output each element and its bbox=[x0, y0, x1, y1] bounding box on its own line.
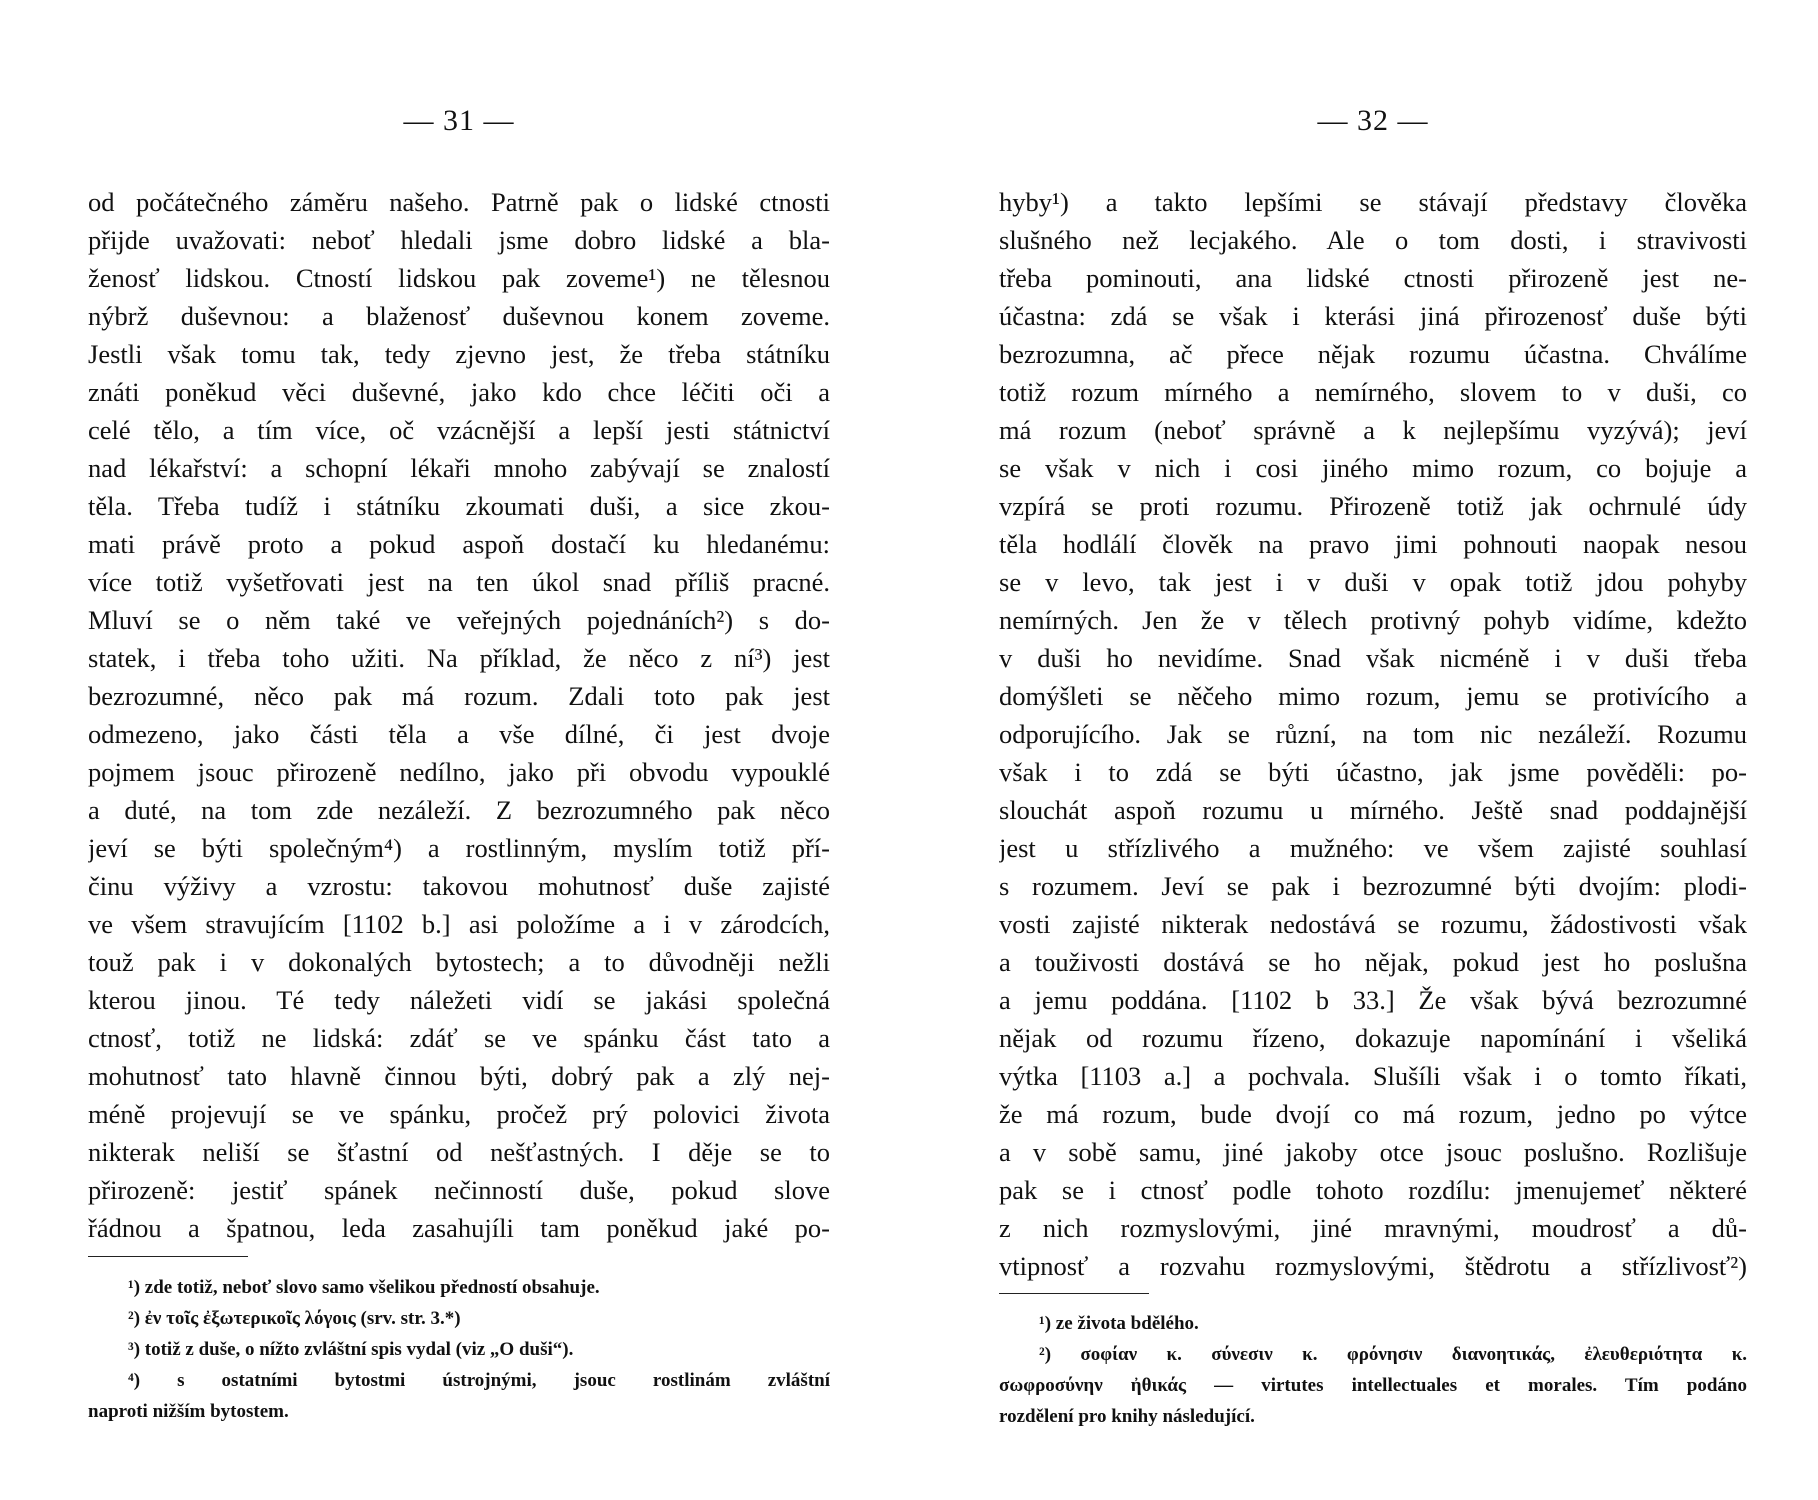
footnote: rozdělení pro knihy následující. bbox=[999, 1406, 1255, 1427]
text-line: bezrozumné, něco pak má rozum. Zdali toto pak jest bbox=[88, 681, 830, 711]
text-line: a duté, na tom zde nezáleží. Z bezrozumného pak něco bbox=[88, 795, 830, 825]
text-line: od počátečného záměru našeho. Patrně pak o lidské ctnosti bbox=[88, 187, 830, 217]
text-line: ženosť lidskou. Ctností lidskou pak zoveme¹) ne tělesnou bbox=[88, 263, 830, 293]
footnote: naproti nižším bytostem. bbox=[88, 1401, 289, 1422]
text-line: se v levo, tak jest i v duši v opak totiž jdou pohyby bbox=[999, 567, 1747, 597]
text-line: a jemu poddána. [1102 b 33.] Že však bývá bezrozumné bbox=[999, 985, 1747, 1015]
text-line: vosti zajisté nikterak nedostává se rozumu, žádostivosti však bbox=[999, 909, 1747, 939]
text-line: nad lékařství: a schopní lékaři mnoho zabývají se znalostí bbox=[88, 453, 830, 483]
text-line: těla hodlálí člověk na pravo jimi pohnouti naopak nesou bbox=[999, 529, 1747, 559]
body-text bbox=[88, 183, 830, 1247]
text-line: a v sobě samu, jiné jakoby otce jsouc poslušno. Rozlišuje bbox=[999, 1137, 1747, 1167]
text-line: s rozumem. Jeví se pak i bezrozumné býti dvojím: plodi- bbox=[999, 871, 1747, 901]
text-line: v duši ho nevidíme. Snad však nicméně i v duši třeba bbox=[999, 643, 1747, 673]
text-line: se však v nich i cosi jiného mimo rozum, co bojuje a bbox=[999, 453, 1747, 483]
left-page bbox=[88, 0, 830, 1500]
text-line: slušného než lecjakého. Ale o tom dosti, i stravivosti bbox=[999, 225, 1747, 255]
text-line: odporujícího. Jak se různí, na tom nic nezáleží. Rozumu bbox=[999, 719, 1747, 749]
right-page bbox=[999, 0, 1747, 1500]
text-line: domýšleti se něčeho mimo rozum, jemu se protivícího a bbox=[999, 681, 1747, 711]
text-line: touž pak i v dokonalých bytostech; a to důvodněji nežli bbox=[88, 947, 830, 977]
footnote: ¹) zde totiž, neboť slovo samo všelikou předností obsahuje. bbox=[128, 1277, 600, 1298]
text-line: slouchát aspoň rozumu u mírného. Ještě snad poddajnější bbox=[999, 795, 1747, 825]
text-line: statek, i třeba toho užiti. Na příklad, že něco z ní³) jest bbox=[88, 643, 830, 673]
text-line: však i to zdá se býti účastno, jak jsme pověděli: po- bbox=[999, 757, 1747, 787]
text-line: nikterak neliší se šťastní od nešťastných. I děje se to bbox=[88, 1137, 830, 1167]
footnotes bbox=[999, 1308, 1747, 1432]
body-text bbox=[999, 183, 1747, 1285]
footnote: ⁴) s ostatními bytostmi ústrojnými, jsouc rostlinám zvláštní bbox=[128, 1370, 830, 1391]
text-line: vzpírá se proti rozumu. Přirozeně totiž jak ochrnulé údy bbox=[999, 491, 1747, 521]
text-line: řádnou a špatnou, leda zasahujíli tam poněkud jaké po- bbox=[88, 1213, 830, 1243]
text-line: přijde uvažovati: neboť hledali jsme dobro lidské a bla- bbox=[88, 225, 830, 255]
text-line: pojmem jsouc přirozeně nedílno, jako při obvodu vypouklé bbox=[88, 757, 830, 787]
footnote-rule bbox=[999, 1293, 1149, 1294]
page-number: — 32 — bbox=[1317, 104, 1429, 137]
text-line: nějak od rozumu řízeno, dokazuje napomínání i všeliká bbox=[999, 1023, 1747, 1053]
text-line: že má rozum, bude dvojí co má rozum, jedno po výtce bbox=[999, 1099, 1747, 1129]
text-line: nemírných. Jen že v tělech protivný pohyb vidíme, kdežto bbox=[999, 605, 1747, 635]
footnote: ²) σοφίαν κ. σύνεσιν κ. φρόνησιν διανοητικάς, ἐλευθεριότητα κ. bbox=[1039, 1344, 1747, 1365]
footnote: σωφροσύνην ἠθικάς — virtutes intellectuales et morales. Tím podáno bbox=[999, 1375, 1747, 1396]
text-line: přirozeně: jestiť spánek nečinností duše, pokud slove bbox=[88, 1175, 830, 1205]
text-line: hyby¹) a takto lepšími se stávají představy člověka bbox=[999, 187, 1747, 217]
text-line: Mluví se o něm také ve veřejných pojednáních²) s do- bbox=[88, 605, 830, 635]
text-line: třeba pominouti, ana lidské ctnosti přirozeně jest ne- bbox=[999, 263, 1747, 293]
text-line: pak se i ctnosť podle tohoto rozdílu: jmenujemeť některé bbox=[999, 1175, 1747, 1205]
text-line: Jestli však tomu tak, tedy zjevno jest, že třeba státníku bbox=[88, 339, 830, 369]
footnote-rule bbox=[88, 1256, 248, 1257]
footnotes bbox=[88, 1272, 830, 1427]
text-line: a touživosti dostává se ho nějak, pokud jest ho poslušna bbox=[999, 947, 1747, 977]
footnote: ³) totiž z duše, o nížto zvláštní spis vydal (viz „O duši“). bbox=[128, 1339, 574, 1360]
text-line: méně projevují se ve spánku, pročež prý polovici života bbox=[88, 1099, 830, 1129]
page-number: — 31 — bbox=[403, 104, 515, 137]
text-line: kterou jinou. Té tedy náležeti vidí se jakási společná bbox=[88, 985, 830, 1015]
text-line: výtka [1103 a.] a pochvala. Slušíli však i o tomto říkati, bbox=[999, 1061, 1747, 1091]
text-line: celé tělo, a tím více, oč vzácnější a lepší jesti státnictví bbox=[88, 415, 830, 445]
text-line: mohutnosť tato hlavně činnou býti, dobrý pak a zlý nej- bbox=[88, 1061, 830, 1091]
footnote: ²) ἐν τοῖς ἐξωτερικοῖς λόγοις (srv. str. 3.*) bbox=[128, 1308, 461, 1329]
text-line: totiž rozum mírného a nemírného, slovem to v duši, co bbox=[999, 377, 1747, 407]
text-line: má rozum (neboť správně a k nejlepšímu vyzývá); jeví bbox=[999, 415, 1747, 445]
text-line: nýbrž duševnou: a blaženosť duševnou konem zoveme. bbox=[88, 301, 830, 331]
text-line: mati právě proto a pokud aspoň dostačí ku hledanému: bbox=[88, 529, 830, 559]
text-line: jeví se býti společným⁴) a rostlinným, myslím totiž pří- bbox=[88, 833, 830, 863]
text-line: ctnosť, totiž ne lidská: zdáť se ve spánku část tato a bbox=[88, 1023, 830, 1053]
text-line: vtipnosť a rozvahu rozmyslovými, štědrotu a střízlivosť²) bbox=[999, 1251, 1747, 1281]
text-line: odmezeno, jako části těla a vše dílné, či jest dvoje bbox=[88, 719, 830, 749]
text-line: účastna: zdá se však i kterási jiná přirozenosť duše býti bbox=[999, 301, 1747, 331]
text-line: ve všem stravujícím [1102 b.] asi položíme a i v zárodcích, bbox=[88, 909, 830, 939]
text-line: z nich rozmyslovými, jiné mravnými, moudrosť a dů- bbox=[999, 1213, 1747, 1243]
text-line: znáti poněkud věci duševné, jako kdo chce léčiti oči a bbox=[88, 377, 830, 407]
footnote: ¹) ze života bdělého. bbox=[1039, 1313, 1199, 1334]
text-line: více totiž vyšetřovati jest na ten úkol snad příliš pracné. bbox=[88, 567, 830, 597]
text-line: těla. Třeba tudíž i státníku zkoumati duši, a sice zkou- bbox=[88, 491, 830, 521]
text-line: jest u střízlivého a mužného: ve všem zajisté souhlasí bbox=[999, 833, 1747, 863]
text-line: činu výživy a vzrostu: takovou mohutnosť duše zajisté bbox=[88, 871, 830, 901]
text-line: bezrozumna, ač přece nějak rozumu účastna. Chválíme bbox=[999, 339, 1747, 369]
